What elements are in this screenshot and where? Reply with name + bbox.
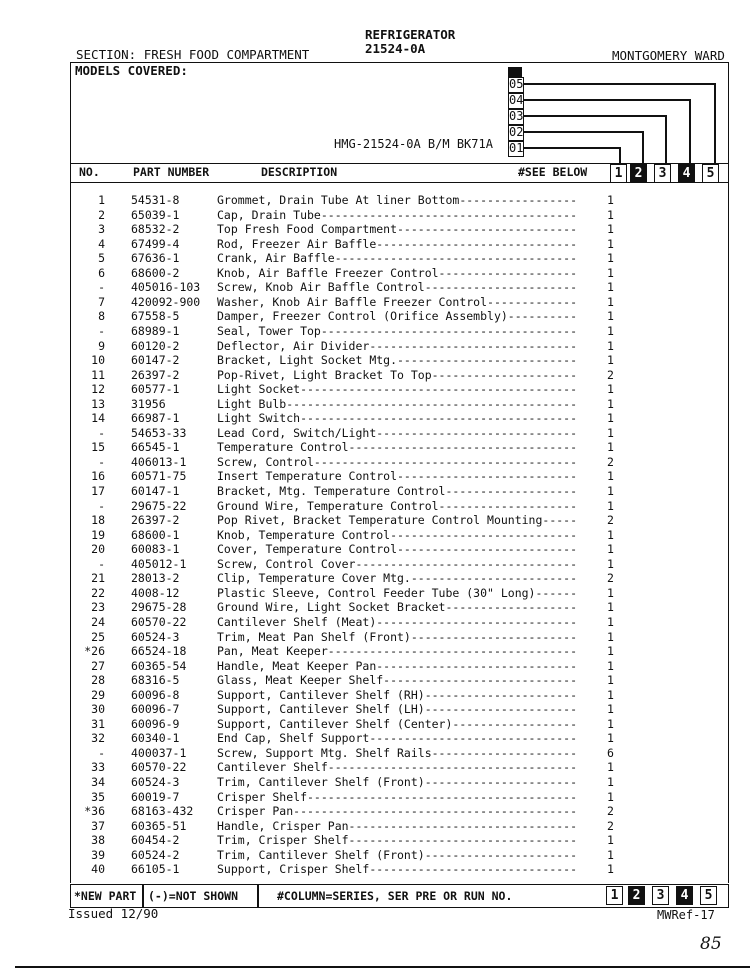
series-code: 01 (509, 141, 524, 155)
legend-series-2: 2 (628, 886, 645, 905)
row-number: 5 (98, 251, 105, 266)
column-header-description: DESCRIPTION (261, 165, 338, 179)
column-header-see-below: #SEE BELOW (518, 165, 588, 179)
row-number: 19 (91, 527, 105, 542)
row-number: 27 (91, 658, 105, 673)
series-column-5: 5 (702, 164, 719, 183)
part-description: Support, Crisper Shelf------------------------------ (217, 862, 578, 877)
quantity: 1 (607, 207, 614, 222)
leader-line (619, 147, 621, 163)
part-number: 406013-1 (131, 454, 187, 469)
quantity: 1 (607, 484, 614, 498)
part-number: 68532-2 (131, 222, 180, 237)
row-number: 34 (91, 775, 105, 789)
part-number: 29675-22 (131, 498, 187, 513)
leader-line (523, 99, 690, 101)
part-number: 26397-2 (131, 513, 180, 528)
part-number: 405016-103 (131, 280, 201, 295)
quantity: 1 (607, 498, 614, 513)
part-number: 60096-7 (131, 702, 180, 717)
quantity: 1 (607, 789, 614, 804)
row-number: - (98, 454, 105, 469)
row-number: 35 (91, 789, 105, 804)
quantity: 1 (607, 775, 614, 789)
quantity: 1 (607, 193, 614, 207)
part-description: Screw, Knob Air Baffle Control---------------------- (217, 280, 578, 295)
part-description: Trim, Crisper Shelf--------------------------------- (217, 833, 578, 848)
part-description: Seal, Tower Top------------------------------------- (217, 323, 578, 338)
model-number: HMG-21524-0A B/M BK71A (334, 137, 493, 151)
quantity: 1 (607, 658, 614, 673)
part-number: 67558-5 (131, 309, 180, 324)
part-number: 60147-2 (131, 353, 180, 368)
series-code: 03 (509, 109, 524, 123)
quantity: 1 (607, 527, 614, 542)
part-number: 54531-8 (131, 193, 180, 207)
document-title (365, 28, 455, 56)
part-number: 68600-2 (131, 265, 180, 280)
section-title: SECTION: FRESH FOOD COMPARTMENT (76, 47, 310, 62)
part-description: Crank, Air Baffle----------------------------------- (217, 251, 578, 266)
part-description: Support, Cantilever Shelf (LH)---------------------- (217, 702, 578, 717)
row-number: 8 (98, 309, 105, 324)
quantity: 1 (607, 862, 614, 877)
part-number: 60365-54 (131, 658, 187, 673)
quantity: 1 (607, 353, 614, 368)
row-number: 10 (91, 353, 105, 368)
row-number: - (98, 280, 105, 295)
quantity: 1 (607, 731, 614, 746)
quantity: 1 (607, 469, 614, 484)
part-number: 26397-2 (131, 367, 180, 382)
part-description: Temperature Control--------------------------------- (217, 440, 578, 455)
bottom-rule (15, 966, 750, 968)
part-number: 60577-1 (131, 382, 180, 397)
row-number: 2 (98, 207, 105, 222)
series-code: 02 (509, 125, 524, 139)
quantity: 1 (607, 847, 614, 862)
part-number: 405012-1 (131, 556, 187, 571)
row-number: 25 (91, 629, 105, 644)
series-marker (508, 67, 522, 77)
part-number: 60120-2 (131, 338, 180, 353)
row-number: 16 (91, 469, 105, 484)
row-number: 23 (91, 600, 105, 615)
row-number: - (98, 745, 105, 760)
part-description: Knob, Temperature Control--------------------------- (217, 527, 578, 542)
row-number: 37 (91, 818, 105, 833)
part-number: 4008-12 (131, 585, 180, 600)
series-code: 05 (509, 77, 524, 91)
row-number: 15 (91, 440, 105, 455)
quantity: 1 (607, 716, 614, 731)
quantity: 1 (607, 833, 614, 848)
part-description: Trim, Cantilever Shelf (Front)---------------------- (217, 847, 578, 862)
leader-line (523, 131, 643, 133)
part-description: Cantilever Shelf (Meat)----------------------------- (217, 614, 578, 629)
part-description: Pop-Rivet, Light Bracket To Top--------------------- (217, 367, 578, 382)
part-description: Pop Rivet, Bracket Temperature Control Mounting----- (217, 513, 578, 528)
part-number: 60570-22 (131, 760, 187, 775)
row-number: 33 (91, 760, 105, 775)
row-number: 18 (91, 513, 105, 528)
quantity: 2 (607, 804, 614, 819)
row-number: 7 (98, 294, 105, 309)
model-code: 21524-0A (365, 41, 426, 56)
part-number: 60096-9 (131, 716, 180, 731)
part-description: Glass, Meat Keeper Shelf---------------------------- (217, 673, 578, 688)
document-reference: MWRef-17 (657, 908, 715, 922)
part-description: Washer, Knob Air Baffle Freezer Control------------- (217, 294, 578, 309)
row-number: 28 (91, 673, 105, 688)
row-number: 12 (91, 382, 105, 397)
part-number: 66524-18 (131, 644, 187, 659)
part-description: Screw, Control-------------------------------------- (217, 454, 578, 469)
part-description: Cantilever Shelf------------------------------------ (217, 760, 578, 775)
row-number: 13 (91, 396, 105, 411)
brand-name: MONTGOMERY WARD (612, 48, 725, 63)
part-number: 60524-3 (131, 775, 180, 789)
series-column-2: 2 (630, 164, 647, 183)
part-number: 68316-5 (131, 673, 180, 688)
quantity: 1 (607, 323, 614, 338)
row-number: 4 (98, 236, 105, 251)
part-number: 60340-1 (131, 731, 180, 746)
row-number: 17 (91, 484, 105, 498)
series-column-1: 1 (610, 164, 627, 183)
row-number: - (98, 425, 105, 440)
quantity: 2 (607, 513, 614, 528)
column-header-no: NO. (79, 165, 100, 179)
part-description: Plastic Sleeve, Control Feeder Tube (30" Long)------ (217, 585, 578, 600)
part-number: 60365-51 (131, 818, 187, 833)
column-header-part-number: PART NUMBER (133, 165, 210, 179)
part-number: 68989-1 (131, 323, 180, 338)
quantity: 1 (607, 396, 614, 411)
legend-column-note: #COLUMN=SERIES, SER PRE OR RUN NO. (277, 889, 513, 903)
leader-line (714, 83, 716, 163)
models-covered-label: MODELS COVERED: (75, 63, 188, 78)
quantity: 1 (607, 251, 614, 266)
part-description: Deflector, Air Divider------------------------------ (217, 338, 578, 353)
part-number: 31956 (131, 396, 166, 411)
handwritten-page-number: 85 (700, 934, 722, 954)
quantity: 1 (607, 440, 614, 455)
part-description: Rod, Freezer Air Baffle----------------------------- (217, 236, 578, 251)
quantity: 6 (607, 745, 614, 760)
legend-series-5: 5 (700, 886, 717, 905)
part-number: 60571-75 (131, 469, 187, 484)
issued-date: Issued 12/90 (68, 906, 159, 921)
legend-new-part: *NEW PART (74, 889, 137, 903)
row-number: - (98, 323, 105, 338)
part-number: 66545-1 (131, 440, 180, 455)
row-number: 22 (91, 585, 105, 600)
part-description: Screw, Support Mtg. Shelf Rails--------------------- (217, 745, 578, 760)
part-description: Clip, Temperature Cover Mtg.------------------------ (217, 571, 578, 586)
divider (142, 885, 144, 907)
quantity: 2 (607, 571, 614, 586)
leader-line (642, 131, 644, 163)
row-number: 29 (91, 687, 105, 702)
row-number: 9 (98, 338, 105, 353)
quantity: 1 (607, 294, 614, 309)
part-description: Support, Cantilever Shelf (Center)------------------ (217, 716, 578, 731)
part-description: End Cap, Shelf Support------------------------------ (217, 731, 578, 746)
row-number: 6 (98, 265, 105, 280)
part-number: 60147-1 (131, 484, 180, 498)
legend-not-shown: (-)=NOT SHOWN (148, 889, 239, 903)
legend-series-3: 3 (652, 886, 669, 905)
part-number: 67636-1 (131, 251, 180, 266)
part-description: Crisper Pan----------------------------------------- (217, 804, 578, 819)
row-number: 31 (91, 716, 105, 731)
part-description: Damper, Freezer Control (Orifice Assembly)---------- (217, 309, 578, 324)
quantity: 1 (607, 614, 614, 629)
row-number: 14 (91, 411, 105, 426)
row-number: *26 (84, 644, 105, 659)
part-number: 29675-28 (131, 600, 187, 615)
part-number: 67499-4 (131, 236, 180, 251)
row-number: 3 (98, 222, 105, 237)
row-number: 1 (98, 193, 105, 207)
legend-series-1: 1 (606, 886, 623, 905)
part-description: Insert Temperature Control-------------------------- (217, 469, 578, 484)
part-number: 60096-8 (131, 687, 180, 702)
part-number: 60083-1 (131, 542, 180, 557)
quantity: 1 (607, 280, 614, 295)
series-column-3: 3 (654, 164, 671, 183)
quantity: 2 (607, 818, 614, 833)
divider (257, 885, 259, 907)
part-description: Light Socket---------------------------------------- (217, 382, 578, 397)
quantity: 1 (607, 673, 614, 688)
part-description: Bracket, Light Socket Mtg.-------------------------- (217, 353, 578, 368)
part-number: 60019-7 (131, 789, 180, 804)
leader-line (523, 115, 666, 117)
part-description: Support, Cantilever Shelf (RH)---------------------- (217, 687, 578, 702)
quantity: 1 (607, 338, 614, 353)
quantity: 1 (607, 760, 614, 775)
part-number: 60454-2 (131, 833, 180, 848)
models-covered-box (70, 62, 729, 164)
leader-line (523, 147, 620, 149)
series-code: 04 (509, 93, 524, 107)
leader-line (665, 115, 667, 163)
row-number: 32 (91, 731, 105, 746)
part-description: Grommet, Drain Tube At liner Bottom----------------- (217, 193, 578, 207)
part-number: 400037-1 (131, 745, 187, 760)
row-number: 20 (91, 542, 105, 557)
part-description: Ground Wire, Light Socket Bracket------------------- (217, 600, 578, 615)
part-number: 68163-432 (131, 804, 194, 819)
part-number: 65039-1 (131, 207, 180, 222)
part-description: Lead Cord, Switch/Light----------------------------- (217, 425, 578, 440)
quantity: 1 (607, 309, 614, 324)
part-number: 54653-33 (131, 425, 187, 440)
quantity: 1 (607, 702, 614, 717)
row-number: 24 (91, 614, 105, 629)
row-number: 21 (91, 571, 105, 586)
product-name: REFRIGERATOR (365, 27, 456, 42)
quantity: 1 (607, 382, 614, 397)
row-number: *36 (84, 804, 105, 819)
row-number: 11 (91, 367, 105, 382)
quantity: 2 (607, 454, 614, 469)
quantity: 1 (607, 542, 614, 557)
part-description: Cover, Temperature Control-------------------------- (217, 542, 578, 557)
row-number: 38 (91, 833, 105, 848)
part-number: 66987-1 (131, 411, 180, 426)
row-number: - (98, 498, 105, 513)
quantity: 1 (607, 556, 614, 571)
part-number: 66105-1 (131, 862, 180, 877)
row-number: 30 (91, 702, 105, 717)
quantity: 1 (607, 425, 614, 440)
part-description: Crisper Shelf--------------------------------------- (217, 789, 578, 804)
part-description: Handle, Crisper Pan--------------------------------- (217, 818, 578, 833)
row-number: 40 (91, 862, 105, 877)
quantity: 1 (607, 687, 614, 702)
part-description: Light Bulb------------------------------------------ (217, 396, 578, 411)
quantity: 1 (607, 600, 614, 615)
part-number: 420092-900 (131, 294, 201, 309)
part-description: Screw, Control Cover-------------------------------- (217, 556, 578, 571)
part-description: Trim, Meat Pan Shelf (Front)------------------------ (217, 629, 578, 644)
row-number: - (98, 556, 105, 571)
quantity: 1 (607, 222, 614, 237)
row-number: 39 (91, 847, 105, 862)
leader-line (523, 83, 715, 85)
part-description: Light Switch---------------------------------------- (217, 411, 578, 426)
part-description: Trim, Cantilever Shelf (Front)---------------------- (217, 775, 578, 789)
quantity: 1 (607, 236, 614, 251)
part-number: 68600-1 (131, 527, 180, 542)
part-description: Cap, Drain Tube------------------------------------- (217, 207, 578, 222)
quantity: 1 (607, 585, 614, 600)
part-description: Knob, Air Baffle Freezer Control-------------------- (217, 265, 578, 280)
quantity: 1 (607, 644, 614, 659)
part-number: 60524-3 (131, 629, 180, 644)
part-description: Handle, Meat Keeper Pan----------------------------- (217, 658, 578, 673)
leader-line (689, 99, 691, 163)
quantity: 1 (607, 265, 614, 280)
series-column-4: 4 (678, 164, 695, 183)
quantity: 2 (607, 367, 614, 382)
part-description: Ground Wire, Temperature Control-------------------- (217, 498, 578, 513)
part-description: Top Fresh Food Compartment-------------------------- (217, 222, 578, 237)
part-description: Bracket, Mtg. Temperature Control------------------- (217, 484, 578, 498)
parts-table (70, 183, 729, 883)
part-number: 60570-22 (131, 614, 187, 629)
part-description: Pan, Meat Keeper------------------------------------ (217, 644, 578, 659)
quantity: 1 (607, 629, 614, 644)
part-number: 28013-2 (131, 571, 180, 586)
part-number: 60524-2 (131, 847, 180, 862)
quantity: 1 (607, 411, 614, 426)
legend-series-4: 4 (676, 886, 693, 905)
